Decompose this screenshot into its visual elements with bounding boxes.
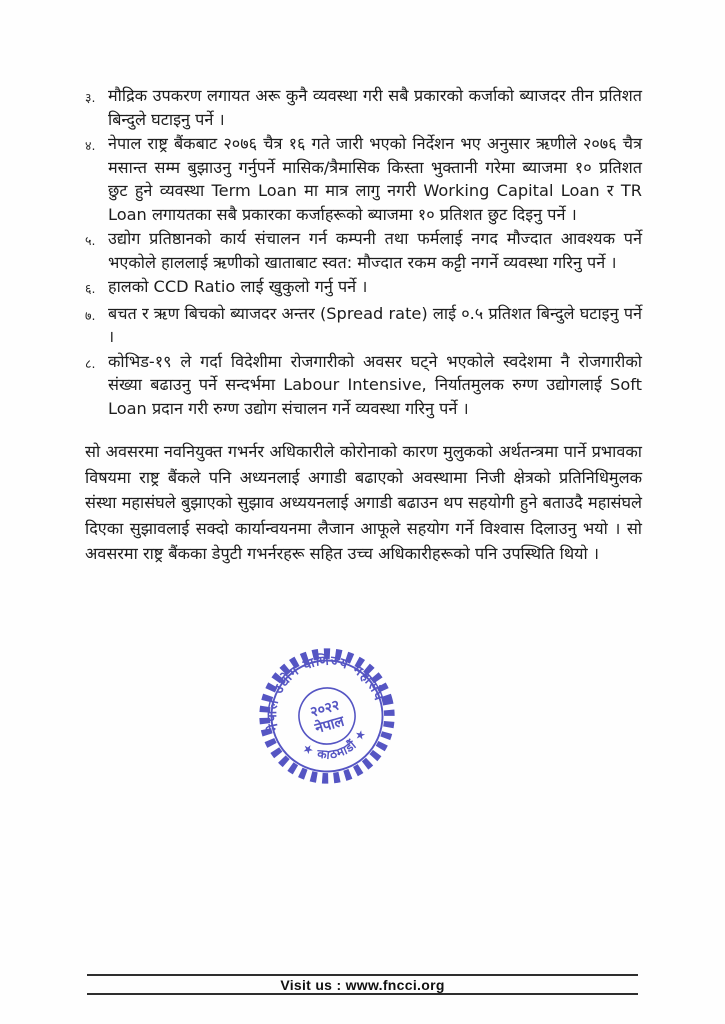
list-item-number: ४. [85, 138, 96, 153]
list-item-number: ६. [85, 281, 96, 296]
list-item [85, 132, 642, 226]
closing-paragraph: सो अवसरमा नवनियुक्त गभर्नर अधिकारीले कोरोनाको कारण मुलुकको अर्थतन्त्रमा पार्ने प्रभावका विषयमा राष्ट्र बैंकले पनि अध्यनलाई अगाडी बढाएको अवस्थामा निजी क्षेत्रको प्रतिनिधिमुलक संस्था महासंघले बुझाएको सुझाव अध्ययनलाई अगाडी बढाउन थप सहयोगी हुने बताउदै महासंघले दिएका सुझावलाई सक्दो कार्यान्वयनमा लैजान आफूले सहयोग गर्ने विश्वास दिलाउनु भयो । सो अवसरमा राष्ट्र बैंकका डेपुटी गभर्नरहरू सहित उच्च अधिकारीहरूको पनि उपस्थिति थियो । [85, 442, 642, 563]
stamp-bottom-arc-text: ★ काठमाडौं ★ [299, 726, 370, 762]
footer-url: Visit us : www.fncci.org [280, 976, 445, 993]
stamp-center-country: नेपाल [313, 713, 347, 738]
demands-list [85, 84, 642, 420]
list-item-number: ५. [85, 233, 96, 248]
list-item-number: ८. [85, 355, 96, 371]
stamp-top-arc-text: नेपाल उद्योग वाणिज्य महासंघ [265, 653, 387, 733]
list-item-text: नेपाल राष्ट्र बैंकबाट २०७६ चैत्र १६ गते जारी भएको निर्देशन भए अनुसार ऋणीले २०७६ चैत्र मसान्त सम्म बुझाउनु गर्नुपर्ने मासिक/त्रैमासिक किस्ता भुक्तानी गरेमा ब्याजमा १० प्रतिशत छुट हुने व्यवस्था Term Loan मा मात्र लागु नगरी Working Capital Loan र TR Loan लगायतका सबै प्रकारका कर्जाहरूको ब्याजमा १० प्रतिशत छुट दिइनु पर्ने । [108, 134, 642, 224]
list-item [85, 350, 642, 421]
list-item [85, 302, 642, 349]
stamp-center-year: २०२२ [308, 697, 342, 721]
footer-bar [87, 974, 638, 995]
list-item-text: मौद्रिक उपकरण लगायत अरू कुनै व्यवस्था गरी सबै प्रकारको कर्जाको ब्याजदर तीन प्रतिशत बिन्दुले घटाइनु पर्ने । [108, 86, 642, 129]
list-item-text: बचत र ऋण बिचको ब्याजदर अन्तर (Spread rate) लाई ०.५ प्रतिशत बिन्दुले घटाइनु पर्ने । [108, 303, 642, 346]
list-item-text: हालको CCD Ratio लाई खुकुलो गर्नु पर्ने । [108, 277, 368, 296]
list-item [85, 84, 642, 131]
list-item-number: ७. [85, 307, 96, 323]
list-item-text: उद्योग प्रतिष्ठानको कार्य संचालन गर्न कम्पनी तथा फर्मलाई नगद मौज्दात आवश्यक पर्ने भएकोले हाललाई ऋणीको खाताबाट स्वत: मौज्दात रकम कट्टी नगर्ने व्यवस्था गरिनु पर्ने । [108, 229, 642, 272]
list-item [85, 227, 642, 274]
list-item-number: ३. [85, 90, 96, 105]
list-item-text: कोभिड-१९ ले गर्दा विदेशीमा रोजगारीको अवसर घट्ने भएकोले स्वदेशमा नै रोजगारीको संख्या बढाउनु पर्ने सन्दर्भमा Labour Intensive, निर्यातमुलक रुग्ण उद्योगलाई Soft Loan प्रदान गरी रुग्ण उद्योग संचालन गर्ने व्यवस्था गरिनु पर्ने । [108, 351, 642, 418]
fncci-stamp [235, 624, 418, 807]
stamp-seal-icon [235, 624, 418, 807]
body-text [85, 84, 642, 567]
list-item [85, 275, 642, 301]
